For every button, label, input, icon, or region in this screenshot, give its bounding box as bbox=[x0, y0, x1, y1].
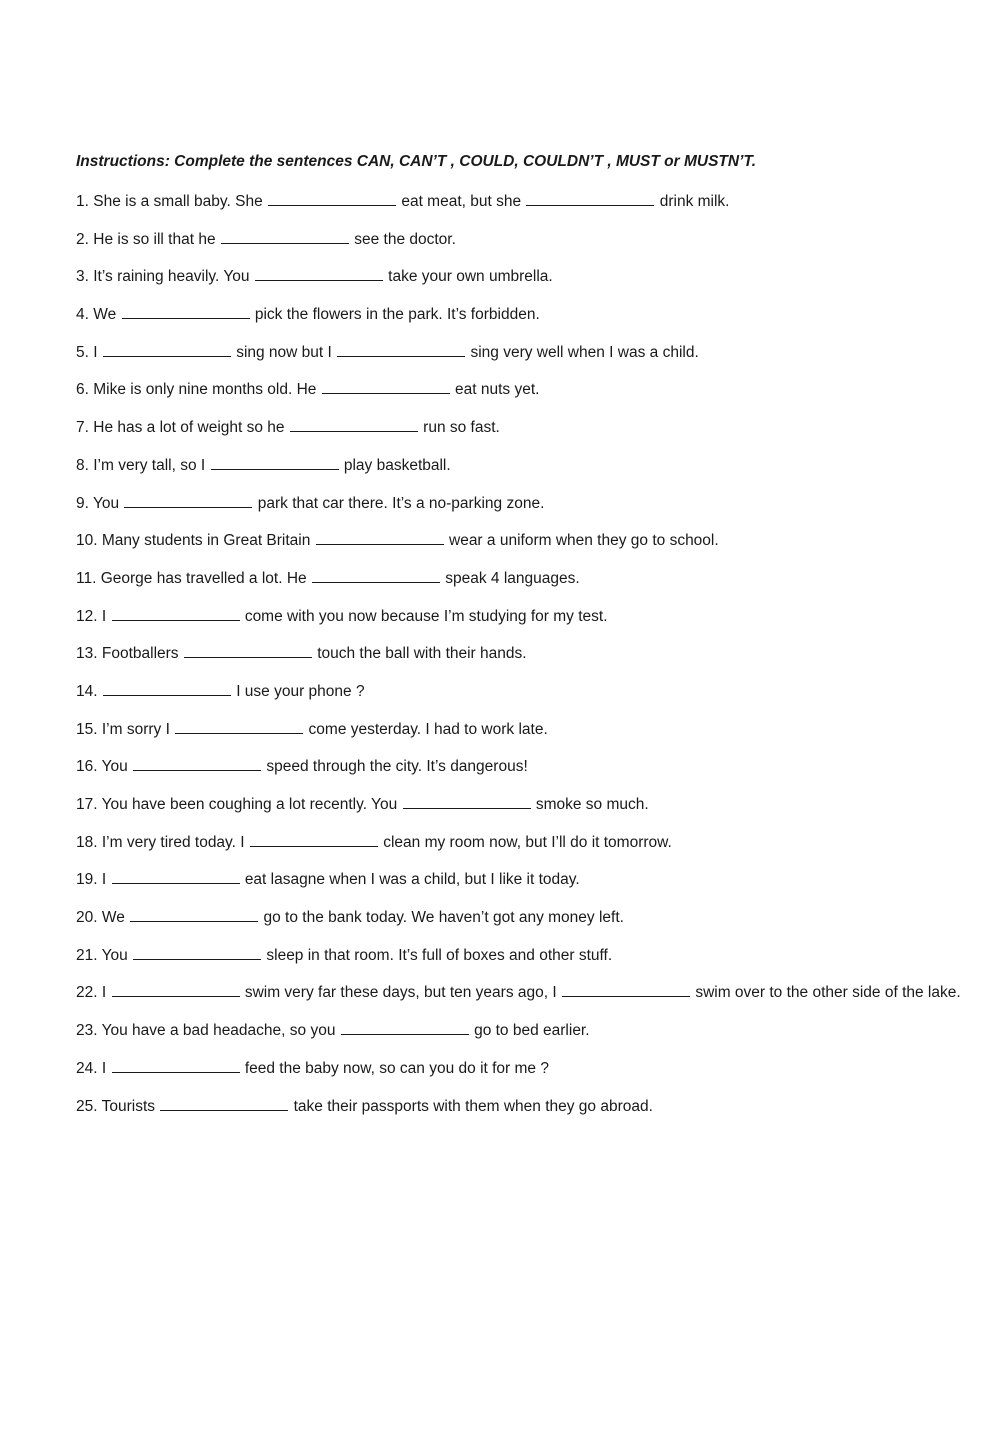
question-number: 6. bbox=[76, 381, 89, 399]
question-text: I bbox=[101, 607, 107, 625]
question-item bbox=[76, 228, 981, 252]
question-text: go to the bank today. We haven’t got any money left. bbox=[263, 909, 624, 927]
question-text: I’m very tall, so I bbox=[93, 456, 206, 474]
question-item bbox=[76, 1095, 981, 1119]
question-item bbox=[76, 944, 981, 968]
question-item bbox=[76, 416, 981, 440]
question-number: 20. bbox=[76, 909, 98, 927]
question-number: 15. bbox=[76, 720, 98, 738]
question-number: 2. bbox=[76, 230, 89, 248]
question-text: touch the ball with their hands. bbox=[317, 645, 527, 663]
question-item bbox=[76, 831, 981, 855]
answer-blank[interactable] bbox=[337, 341, 465, 357]
question-text: sleep in that room. It’s full of boxes and other stuff. bbox=[266, 946, 613, 964]
question-number: 8. bbox=[76, 456, 89, 474]
question-item bbox=[76, 906, 981, 930]
question-item bbox=[76, 303, 981, 327]
answer-blank[interactable] bbox=[160, 1095, 288, 1111]
question-item bbox=[76, 680, 981, 704]
question-number: 7. bbox=[76, 419, 89, 437]
question-text: take their passports with them when they go abroad. bbox=[293, 1097, 653, 1115]
answer-blank[interactable] bbox=[341, 1019, 469, 1035]
question-number: 4. bbox=[76, 306, 89, 324]
question-number: 13. bbox=[76, 645, 98, 663]
question-text: drink milk. bbox=[659, 193, 730, 210]
question-number: 19. bbox=[76, 871, 98, 889]
question-list bbox=[76, 190, 981, 1132]
question-text: take your own umbrella. bbox=[388, 268, 553, 286]
question-text: feed the baby now, so can you do it for me ? bbox=[244, 1059, 549, 1077]
answer-blank[interactable] bbox=[133, 755, 261, 771]
question-number: 23. bbox=[76, 1022, 98, 1040]
question-text: She is a small baby. She bbox=[93, 193, 263, 210]
question-text: eat lasagne when I was a child, but I like it today. bbox=[244, 871, 580, 889]
question-text: He has a lot of weight so he bbox=[93, 419, 285, 437]
question-text: I’m very tired today. I bbox=[101, 833, 245, 851]
question-text: Many students in Great Britain bbox=[101, 532, 311, 550]
question-text: see the doctor. bbox=[354, 230, 456, 248]
instructions-heading: Instructions: Complete the sentences CAN, CAN’T , COULD, COULDN’T , MUST or MUSTN’T. bbox=[76, 153, 757, 170]
question-text: We bbox=[93, 306, 117, 324]
question-text: You bbox=[101, 946, 128, 964]
question-number: 1. bbox=[76, 193, 89, 210]
answer-blank[interactable] bbox=[184, 642, 312, 658]
question-text: I’m sorry I bbox=[101, 720, 170, 738]
question-text: speak 4 languages. bbox=[445, 569, 580, 587]
question-item bbox=[76, 567, 981, 591]
question-text: wear a uniform when they go to school. bbox=[449, 532, 719, 550]
answer-blank[interactable] bbox=[112, 605, 240, 621]
question-item bbox=[76, 1019, 981, 1043]
question-text: come with you now because I’m studying for my test. bbox=[244, 607, 608, 625]
question-item bbox=[76, 755, 981, 779]
answer-blank[interactable] bbox=[562, 981, 690, 997]
question-number: 21. bbox=[76, 946, 98, 964]
question-text: You bbox=[92, 494, 120, 512]
question-text: I bbox=[101, 1059, 107, 1077]
question-number: 3. bbox=[76, 268, 89, 286]
question-item bbox=[76, 718, 981, 742]
question-item bbox=[76, 793, 981, 817]
question-item bbox=[76, 981, 981, 1005]
question-text: run so fast. bbox=[423, 419, 500, 437]
question-item bbox=[76, 1057, 981, 1081]
question-text: I bbox=[101, 871, 107, 889]
question-number: 22. bbox=[76, 984, 98, 1002]
answer-blank[interactable] bbox=[211, 454, 339, 470]
answer-blank[interactable] bbox=[255, 265, 383, 281]
answer-blank[interactable] bbox=[526, 190, 654, 206]
question-text: I bbox=[93, 343, 98, 361]
question-item bbox=[76, 868, 981, 892]
question-text: smoke so much. bbox=[535, 796, 649, 813]
question-text: He is so ill that he bbox=[93, 230, 216, 248]
question-text: eat meat, but she bbox=[401, 193, 522, 210]
question-text: swim over to the other side of the lake. bbox=[695, 984, 961, 1002]
question-item bbox=[76, 341, 981, 365]
answer-blank[interactable] bbox=[112, 981, 240, 997]
question-text: come yesterday. I had to work late. bbox=[308, 720, 548, 738]
question-item bbox=[76, 605, 981, 629]
question-text: George has travelled a lot. He bbox=[100, 569, 307, 587]
question-number: 11. bbox=[76, 569, 97, 587]
answer-blank[interactable] bbox=[403, 793, 531, 809]
question-number: 16. bbox=[76, 758, 98, 776]
question-text: play basketball. bbox=[343, 456, 451, 474]
question-number: 9. bbox=[76, 494, 89, 512]
question-text: You have a bad headache, so you bbox=[101, 1022, 336, 1040]
question-number: 10. bbox=[76, 532, 98, 550]
question-item bbox=[76, 265, 981, 289]
question-number: 18. bbox=[76, 833, 98, 851]
question-item bbox=[76, 529, 981, 553]
answer-blank[interactable] bbox=[112, 1057, 240, 1073]
answer-blank[interactable] bbox=[103, 341, 231, 357]
answer-blank[interactable] bbox=[133, 944, 261, 960]
question-text: clean my room now, but I’ll do it tomorrow. bbox=[383, 833, 672, 851]
question-text: You have been coughing a lot recently. You bbox=[101, 796, 398, 813]
question-item bbox=[76, 378, 981, 402]
question-text: You bbox=[101, 758, 128, 776]
answer-blank[interactable] bbox=[316, 529, 444, 545]
answer-blank[interactable] bbox=[112, 868, 240, 884]
question-text: sing very well when I was a child. bbox=[470, 343, 699, 361]
question-text: speed through the city. It’s dangerous! bbox=[266, 758, 528, 776]
answer-blank[interactable] bbox=[221, 228, 349, 244]
question-text: We bbox=[101, 909, 125, 927]
answer-blank[interactable] bbox=[322, 378, 450, 394]
question-item bbox=[76, 454, 981, 478]
question-number: 12. bbox=[76, 607, 98, 625]
question-text: go to bed earlier. bbox=[474, 1022, 590, 1040]
answer-blank[interactable] bbox=[268, 190, 396, 206]
answer-blank[interactable] bbox=[122, 303, 250, 319]
answer-blank[interactable] bbox=[175, 718, 303, 734]
question-text: eat nuts yet. bbox=[455, 381, 540, 399]
question-number: 25. bbox=[76, 1097, 98, 1115]
question-number: 17. bbox=[76, 796, 98, 813]
question-text: It’s raining heavily. You bbox=[93, 268, 250, 286]
answer-blank[interactable] bbox=[312, 567, 440, 583]
answer-blank[interactable] bbox=[130, 906, 258, 922]
question-text: pick the flowers in the park. It’s forbidden. bbox=[254, 306, 540, 324]
question-number: 14. bbox=[76, 682, 98, 700]
question-text: Tourists bbox=[101, 1097, 155, 1115]
question-text: Footballers bbox=[101, 645, 179, 663]
question-number: 24. bbox=[76, 1059, 98, 1077]
answer-blank[interactable] bbox=[124, 492, 252, 508]
question-item bbox=[76, 190, 981, 214]
answer-blank[interactable] bbox=[103, 680, 231, 696]
question-text: I use your phone ? bbox=[236, 682, 365, 700]
question-text: swim very far these days, but ten years ago, I bbox=[244, 984, 557, 1002]
answer-blank[interactable] bbox=[250, 831, 378, 847]
question-text: I bbox=[101, 984, 107, 1002]
question-text: Mike is only nine months old. He bbox=[93, 381, 317, 399]
question-text: park that car there. It’s a no-parking zone. bbox=[257, 494, 545, 512]
question-item bbox=[76, 492, 981, 516]
question-text: sing now but I bbox=[236, 343, 332, 361]
answer-blank[interactable] bbox=[290, 416, 418, 432]
question-item bbox=[76, 642, 981, 666]
question-number: 5. bbox=[76, 343, 89, 361]
